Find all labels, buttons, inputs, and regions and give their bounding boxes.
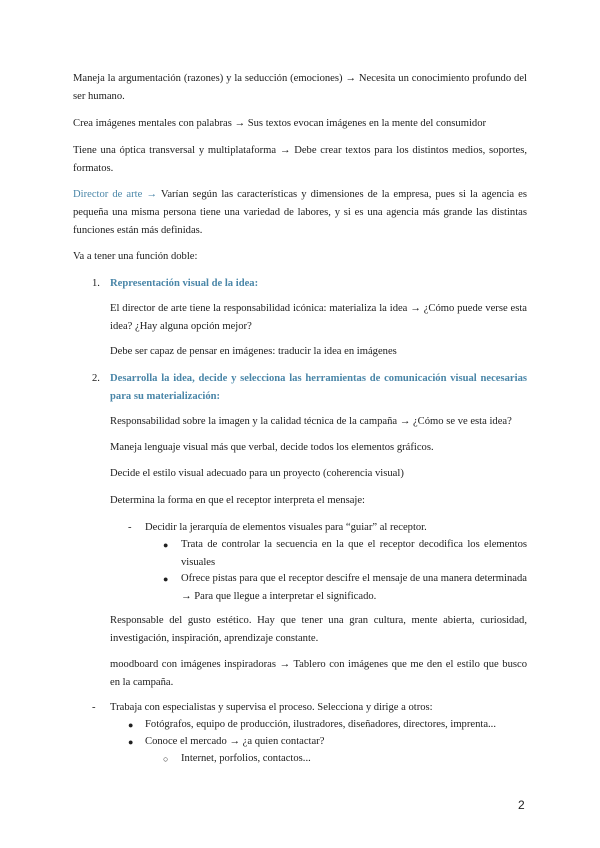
paragraph-funcion-doble: Va a tener una función doble: [73,251,198,262]
bullet-marker: ● [128,737,134,747]
dash-item-especialistas: Trabaja con especialistas y supervisa el proceso. Selecciona y dirige a otros: [110,702,433,713]
item1-paragraph-responsabilidad-iconica: El director de arte tiene la responsabilidad icónica: materializa la idea → ¿Cómo puede verse esta idea? ¿Hay alguna opción mejor? [110,303,527,332]
paragraph-imagenes-mentales: Crea imágenes mentales con palabras → Sus textos evocan imágenes en la mente del consumidor [73,118,487,129]
dash-marker: - [92,702,96,713]
bullet-marker: ● [163,540,169,550]
bullet-item-secuencia: Trata de controlar la secuencia en la que el receptor decodifica los elementos visuales [181,539,527,568]
list-heading-representacion: Representación visual de la idea: [110,278,259,289]
item2-paragraph-gusto-estetico: Responsable del gusto estético. Hay que tener una gran cultura, mente abierta, curiosidad, investigación, inspiración, aprendizaje constante. [110,615,527,644]
bullet-item-pistas: Ofrece pistas para que el receptor descifre el mensaje de una manera determinada → Para que llegue a interpretar el significado. [181,573,527,602]
item2-paragraph-moodboard: moodboard con imágenes inspiradoras → Tablero con imágenes que me den el estilo que busco en la campaña. [110,659,527,688]
paragraph-argumentacion: Maneja la argumentación (razones) y la seducción (emociones) → Necesita un conocimiento profundo del ser humano. [73,73,527,102]
dash-item-jerarquia: Decidir la jerarquía de elementos visuales para “guiar” al receptor. [145,522,427,533]
bullet-item-mercado: Conoce el mercado → ¿a quien contactar? [145,736,325,747]
item2-paragraph-responsabilidad-imagen: Responsabilidad sobre la imagen y la calidad técnica de la campaña → ¿Cómo se ve esta idea? [110,416,512,427]
item2-paragraph-estilo-visual: Decide el estilo visual adecuado para un proyecto (coherencia visual) [110,468,404,479]
bullet-marker: ● [163,574,169,584]
item1-paragraph-pensar-en-imagenes: Debe ser capaz de pensar en imágenes: traducir la idea en imágenes [110,346,397,357]
director-de-arte-heading: Director de arte → [73,189,157,200]
bullet-marker: ● [128,720,134,730]
paragraph-director-de-arte [73,186,527,240]
director-de-arte-body: Varían según las características y dimensiones de la empresa, pues si la agencia es pequeña una misma persona tiene una variedad de labores, y si es una agencia más grande las distintas funciones están más definidas. [73,189,527,236]
item2-paragraph-forma-receptor: Determina la forma en que el receptor interpreta el mensaje: [110,495,366,506]
item2-paragraph-lenguaje-visual: Maneja lenguaje visual más que verbal, decide todos los elementos gráficos. [110,442,434,453]
list-number-2: 2. [92,373,100,384]
bullet-item-fotografos: Fotógrafos, equipo de producción, ilustradores, diseñadores, directores, imprenta... [145,719,496,730]
paragraph-optica-transversal: Tiene una óptica transversal y multiplataforma → Debe crear textos para los distintos medios, soportes, formatos. [73,145,527,174]
circle-item-internet: Internet, porfolios, contactos... [181,753,311,764]
list-heading-desarrolla-la-idea: Desarrolla la idea, decide y selecciona las herramientas de comunicación visual necesarias para su materialización: [110,373,527,402]
list-number-1: 1. [92,278,100,289]
dash-marker: - [128,522,132,533]
circle-marker: ○ [163,754,169,764]
page-number: 2 [518,798,525,812]
